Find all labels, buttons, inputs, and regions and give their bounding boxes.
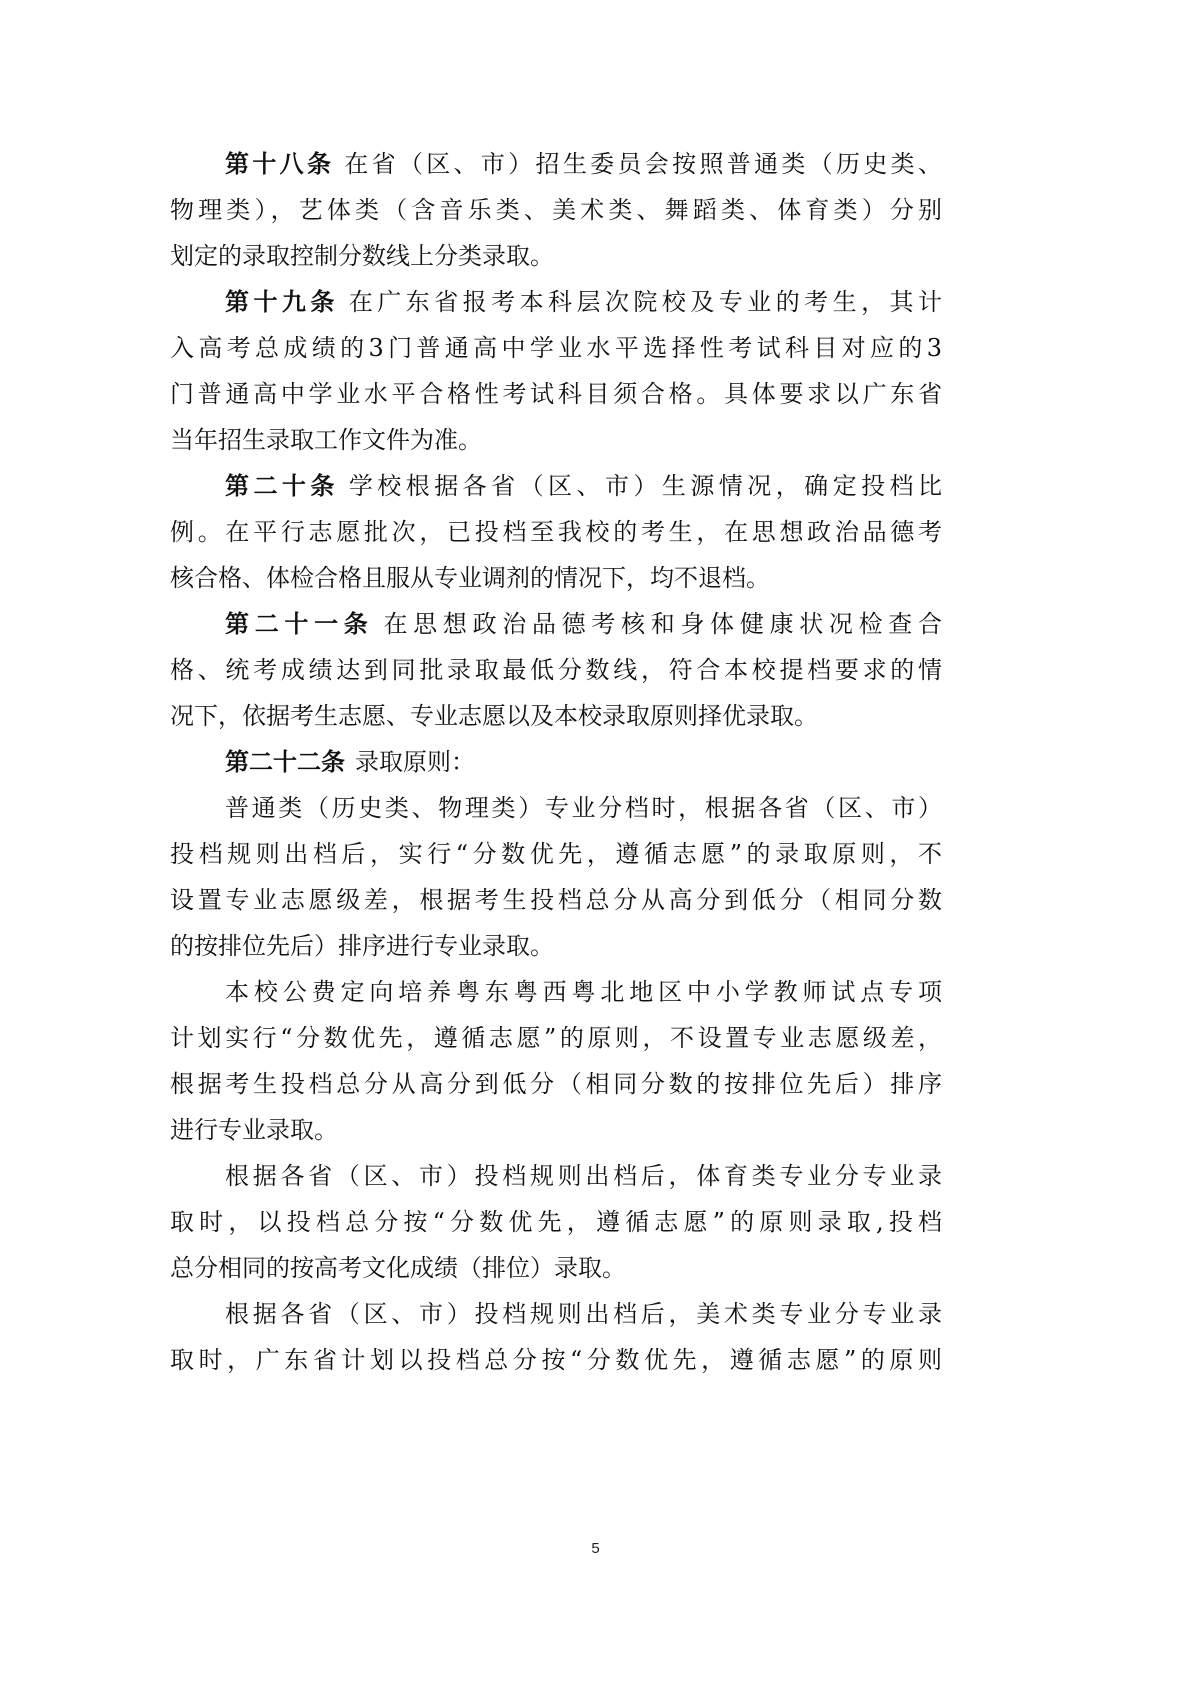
article-line: 例。在平行志愿批次，已投档至我校的考生，在思想政治品德考 xyxy=(170,518,942,546)
paragraph-line: 本校公费定向培养粤东粤西粤北地区中小学教师试点专项 xyxy=(225,978,942,1006)
paragraph-line: 设置专业志愿级差，根据考生投档总分从高分到低分（相同分数 xyxy=(170,886,942,914)
paragraph-line: 根据考生投档总分从高分到低分（相同分数的按排位先后）排序 xyxy=(170,1070,942,1098)
article-title: 第二十条 xyxy=(225,472,339,500)
article-line: 格、统考成绩达到同批录取最低分数线，符合本校提档要求的情 xyxy=(170,656,942,684)
article-line: 第十八条 在省（区、市）招生委员会按照普通类（历史类、 xyxy=(225,150,942,178)
paragraph-sports-admission xyxy=(170,1153,942,1291)
paragraph-line: 取时，以投档总分按“分数优先，遵循志愿”的原则录取,投档 xyxy=(170,1208,942,1236)
article-line: 核合格、体检合格且服从专业调剂的情况下，均不退档。 xyxy=(170,564,770,592)
article-line: 第二十二条 录取原则： xyxy=(225,748,475,776)
paragraph-line: 总分相同的按高考文化成绩（排位）录取。 xyxy=(170,1254,626,1282)
paragraph-line: 根据各省（区、市）投档规则出档后，美术类专业分专业录 xyxy=(225,1300,942,1328)
article-21 xyxy=(170,601,942,739)
article-22 xyxy=(170,739,942,785)
article-line: 当年招生录取工作文件为准。 xyxy=(170,426,482,454)
article-18 xyxy=(170,141,942,279)
article-line: 入高考总成绩的3门普通高中学业水平选择性考试科目对应的3 xyxy=(170,334,942,362)
article-line: 物理类），艺体类（含音乐类、美术类、舞蹈类、体育类）分别 xyxy=(170,196,942,224)
article-line: 划定的录取控制分数线上分类录取。 xyxy=(170,242,554,270)
paragraph-line: 计划实行“分数优先，遵循志愿”的原则，不设置专业志愿级差， xyxy=(170,1024,942,1052)
article-line: 门普通高中学业水平合格性考试科目须合格。具体要求以广东省 xyxy=(170,380,942,408)
paragraph-line: 普通类（历史类、物理类）专业分档时，根据各省（区、市） xyxy=(225,794,942,822)
article-20 xyxy=(170,463,942,601)
paragraph-general-admission xyxy=(170,785,942,969)
paragraph-arts-admission xyxy=(170,1291,942,1383)
document-body xyxy=(170,141,942,1383)
article-line: 第二十条 学校根据各省（区、市）生源情况，确定投档比 xyxy=(225,472,943,500)
paragraph-line: 取时，广东省计划以投档总分按“分数优先，遵循志愿”的原则 xyxy=(170,1346,942,1374)
article-title: 第二十一条 xyxy=(225,610,374,638)
paragraph-teacher-program xyxy=(170,969,942,1153)
article-line: 第二十一条 在思想政治品德考核和身体健康状况检查合 xyxy=(225,610,943,638)
paragraph-line: 投档规则出档后，实行“分数优先，遵循志愿”的录取原则，不 xyxy=(170,840,942,868)
article-line: 况下，依据考生志愿、专业志愿以及本校录取原则择优录取。 xyxy=(170,702,818,730)
paragraph-line: 根据各省（区、市）投档规则出档后，体育类专业分专业录 xyxy=(225,1162,942,1190)
article-title: 第二十二条 xyxy=(225,748,345,776)
article-title: 第十九条 xyxy=(225,288,339,316)
paragraph-line: 的按排位先后）排序进行专业录取。 xyxy=(170,932,554,960)
article-title: 第十八条 xyxy=(225,150,335,178)
page-number: 5 xyxy=(591,1540,600,1557)
article-19 xyxy=(170,279,942,463)
article-line: 第十九条 在广东省报考本科层次院校及专业的考生，其计 xyxy=(225,288,943,316)
paragraph-line: 进行专业录取。 xyxy=(170,1116,338,1144)
